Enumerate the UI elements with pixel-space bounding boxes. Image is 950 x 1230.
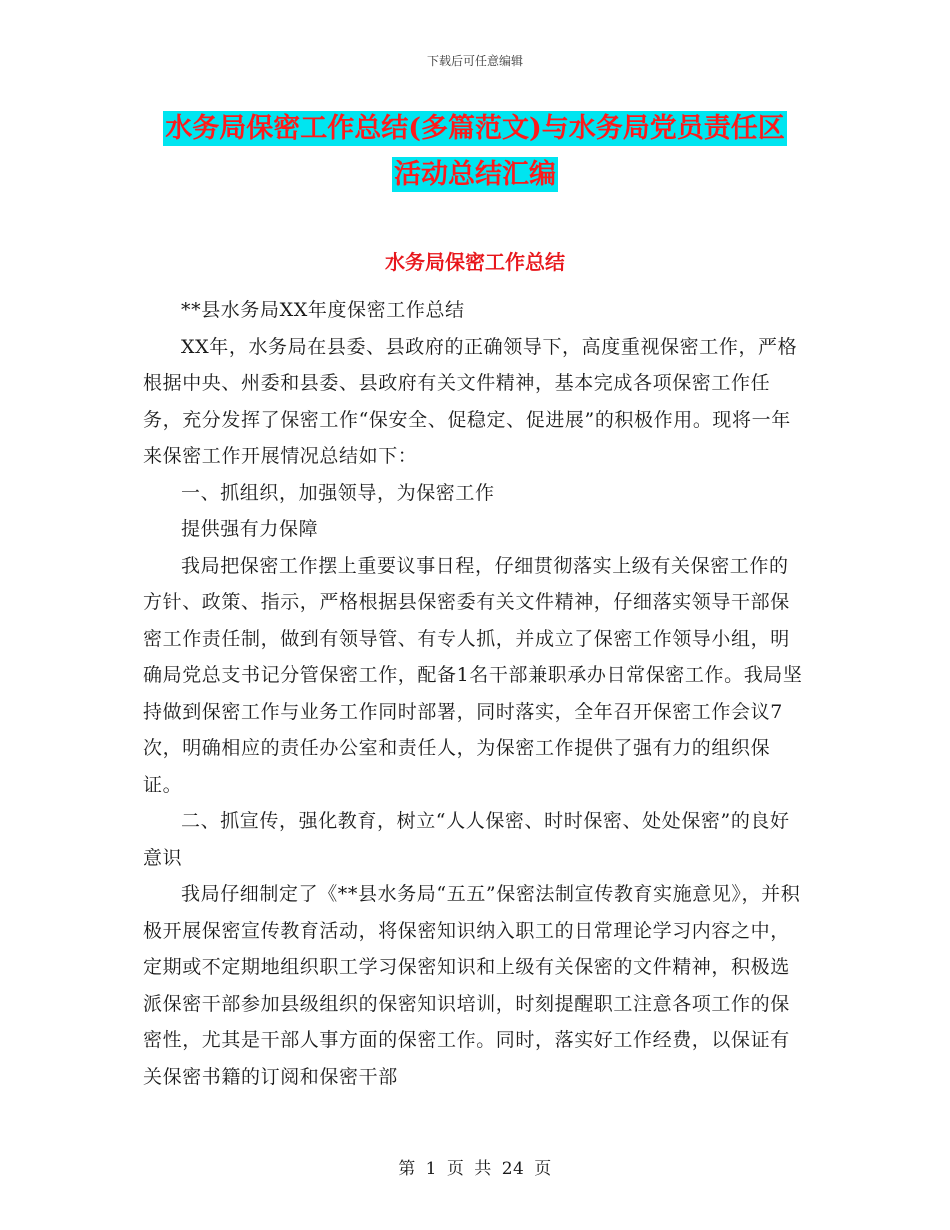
paragraph-subtitle: **县水务局XX年度保密工作总结 [181, 299, 465, 321]
header-note: 下载后可任意编辑 [426, 54, 523, 68]
heading-one-cont: 提供强有力保障 [181, 518, 319, 540]
paragraph-organization: 我局把保密工作摆上重要议事日程，仔细贯彻落实上级有关保密工作的方针、政策、指示，严格根据县保密委有关文件精神，仔细落实领导干部保密工作责任制，做到有领导管、有专人抓，并成立了保密工作领导小组，明确局党总支书记分管保密工作，配备1名干部兼职承办日常保密工作。我局坚持做到保密工作与业务工作同时部署，同时落实，全年召开保密工作会议7次，明确相应的责任办公室和责任人，为保密工作提供了强有力的组织保证。 [143, 554, 803, 796]
page-footer: 第 1 页 共 24 页 [398, 1159, 552, 1179]
title-line-1: 水务局保密工作总结(多篇范文)与水务局党员责任区 [165, 113, 785, 144]
title-line-2: 活动总结汇编 [394, 159, 556, 190]
paragraph-publicity: 我局仔细制定了《**县水务局“五五”保密法制宣传教育实施意见》，并积极开展保密宣传教育活动，将保密知识纳入职工的日常理论学习内容之中，定期或不定期地组织职工学习保密知识和上级有关保密的文件精神，积极选派保密干部参加县级组织的保密知识培训，时刻提醒职工注意各项工作的保密性，尤其是干部人事方面的保密工作。同时，落实好工作经费，以保证有关保密书籍的订阅和保密干部 [143, 883, 801, 1088]
heading-two: 二、抓宣传，强化教育，树立“人人保密、时时保密、处处保密”的良好意识 [143, 810, 790, 869]
section-title: 水务局保密工作总结 [385, 250, 565, 274]
heading-one: 一、抓组织，加强领导，为保密工作 [181, 481, 495, 504]
paragraph-intro: XX年，水务局在县委、县政府的正确领导下，高度重视保密工作，严格根据中央、州委和县委、县政府有关文件精神，基本完成各项保密工作任务，充分发挥了保密工作“保安全、促稳定、促进展”的积极作用。现将一年来保密工作开展情况总结如下： [143, 335, 798, 467]
document-title [0, 106, 950, 198]
body-text [143, 292, 808, 1095]
